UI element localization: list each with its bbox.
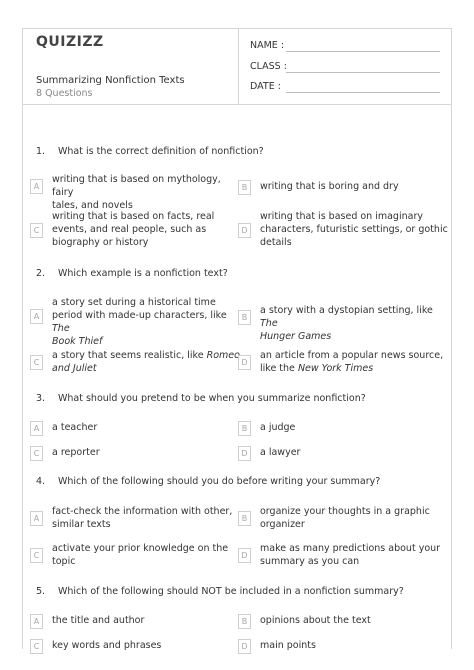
class-field[interactable]	[250, 61, 440, 72]
option-line: similar texts	[52, 519, 111, 530]
question-count: 8 Questions	[36, 88, 93, 99]
option-text: a teacher	[52, 422, 98, 433]
option-letter-box: D	[238, 223, 251, 238]
question-text: What is the correct definition of nonfiction?	[58, 146, 264, 157]
name-line	[286, 51, 440, 52]
option-line	[52, 309, 242, 335]
option-segment: a story with a dystopian setting, like	[260, 305, 433, 316]
option-line: organizer	[260, 519, 305, 530]
option-letter-box: D	[238, 355, 251, 370]
option-text	[260, 505, 450, 531]
option-line: organize your thoughts in a graphic	[260, 506, 430, 517]
option-line: writing that is based on mythology, fairy	[52, 174, 221, 198]
option-segment: period with made-up characters, like	[52, 310, 227, 321]
option-title-italic: Book Thief	[52, 336, 103, 347]
option-text: a lawyer	[260, 447, 301, 458]
option-text	[260, 349, 450, 375]
option-line: events, and real people, such as	[52, 224, 207, 235]
option-letter-box: B	[238, 421, 251, 436]
option-letter-box: C	[30, 446, 43, 461]
option-line: topic	[52, 556, 76, 567]
option-text: key words and phrases	[52, 640, 162, 651]
worksheet-title: Summarizing Nonfiction Texts	[36, 75, 185, 86]
option-text: main points	[260, 640, 316, 651]
option-line: writing that is based on facts, real	[52, 211, 215, 222]
option-letter-box: B	[238, 180, 251, 195]
option-letter-box: D	[238, 446, 251, 461]
option-line: writing that is based on imaginary	[260, 211, 423, 222]
option-letter-box: C	[30, 355, 43, 370]
option-text	[52, 505, 242, 531]
option-title-italic: Romeo	[206, 350, 240, 361]
option-letter-box: C	[30, 223, 43, 238]
quizizz-logo: QUIZIZZ	[36, 34, 104, 50]
option-text: a judge	[260, 422, 296, 433]
option-line: summary as you can	[260, 556, 360, 567]
option-letter-box: D	[238, 548, 251, 563]
option-letter-box: D	[238, 639, 251, 654]
option-title-italic: and Juliet	[52, 363, 97, 374]
date-label: DATE :	[250, 81, 281, 92]
option-text	[260, 180, 450, 193]
option-line: tales, and novels	[52, 200, 133, 211]
question-number: 4.	[36, 476, 46, 487]
option-text	[52, 349, 242, 375]
option-text: opinions about the text	[260, 615, 371, 626]
option-line	[260, 304, 450, 330]
option-letter-box: A	[30, 309, 43, 324]
name-field[interactable]	[250, 40, 440, 51]
option-line: biography or history	[52, 237, 149, 248]
option-line	[260, 362, 450, 375]
question-text: Which of the following should you do before writing your summary?	[58, 476, 381, 487]
option-line: a story set during a historical time	[52, 297, 216, 308]
header-divider-vertical	[238, 28, 239, 104]
question-number: 3.	[36, 393, 46, 404]
option-text	[52, 296, 242, 348]
date-line	[286, 92, 440, 93]
option-text	[52, 542, 242, 568]
option-segment: like the	[260, 363, 295, 374]
option-text	[52, 173, 242, 212]
option-letter-box: B	[238, 511, 251, 526]
option-text	[260, 542, 450, 568]
option-letter-box: B	[238, 310, 251, 325]
option-text	[52, 210, 242, 249]
option-line: details	[260, 237, 292, 248]
date-field[interactable]	[250, 81, 440, 92]
name-label: NAME :	[250, 40, 285, 51]
question-text: Which example is a nonfiction text?	[58, 268, 228, 279]
option-title-italic: The	[52, 323, 70, 334]
option-title-italic: New York Times	[297, 363, 374, 374]
option-title-italic: The	[260, 318, 278, 329]
option-line: activate your prior knowledge on the	[52, 543, 229, 554]
option-line: writing that is boring and dry	[260, 181, 399, 192]
option-segment: a story that seems realistic, like	[52, 350, 204, 361]
option-letter-box: A	[30, 614, 43, 629]
question-text: What should you pretend to be when you summarize nonfiction?	[58, 393, 366, 404]
class-line	[286, 72, 440, 73]
option-letter-box: C	[30, 548, 43, 563]
option-line: characters, futuristic settings, or gothic	[260, 224, 448, 235]
option-text: the title and author	[52, 615, 145, 626]
option-letter-box: A	[30, 179, 43, 194]
option-line: make as many predictions about your	[260, 543, 441, 554]
option-line	[52, 349, 242, 362]
option-letter-box: B	[238, 614, 251, 629]
question-number: 2.	[36, 268, 46, 279]
option-text: a reporter	[52, 447, 100, 458]
option-letter-box: A	[30, 421, 43, 436]
class-label: CLASS :	[250, 61, 287, 72]
option-title-italic: Hunger Games	[260, 331, 332, 342]
question-text: Which of the following should NOT be included in a nonfiction summary?	[58, 586, 404, 597]
option-letter-box: A	[30, 511, 43, 526]
header-divider-horizontal	[22, 104, 451, 105]
question-number: 5.	[36, 586, 46, 597]
option-letter-box: C	[30, 639, 43, 654]
option-text	[260, 304, 450, 343]
question-number: 1.	[36, 146, 46, 157]
option-line: an article from a popular news source,	[260, 350, 444, 361]
option-text	[260, 210, 450, 249]
option-line: fact-check the information with other,	[52, 506, 233, 517]
